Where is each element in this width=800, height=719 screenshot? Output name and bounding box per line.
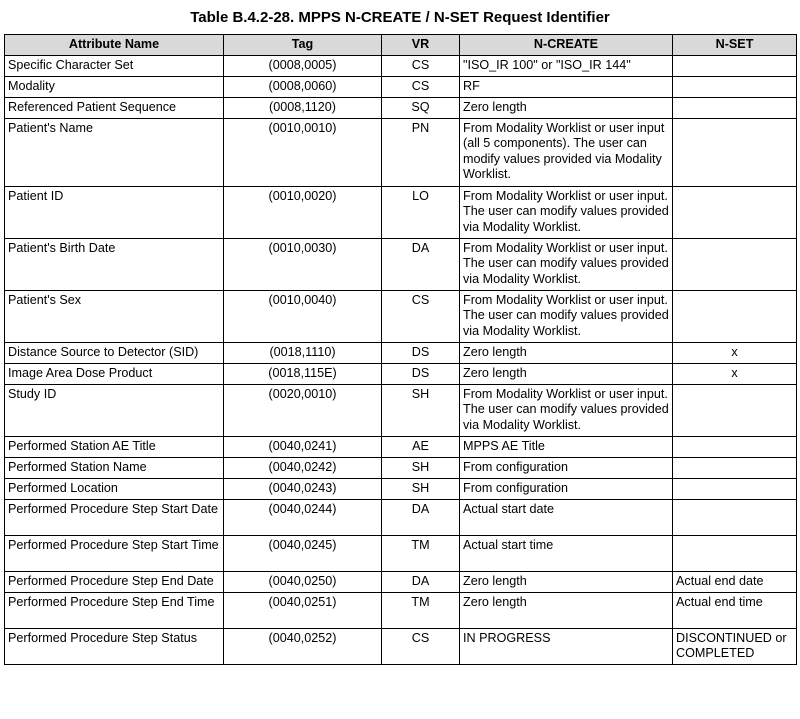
table-row bbox=[5, 118, 797, 186]
attribute-vr: DA bbox=[382, 571, 460, 592]
n-set-value bbox=[673, 97, 797, 118]
n-set-value bbox=[673, 186, 797, 238]
attribute-vr: SH bbox=[382, 384, 460, 436]
attribute-tag: (0040,0241) bbox=[224, 436, 382, 457]
attribute-name: Distance Source to Detector (SID) bbox=[5, 342, 224, 363]
table-row bbox=[5, 571, 797, 592]
attribute-tag: (0040,0250) bbox=[224, 571, 382, 592]
n-create-value: Zero length bbox=[460, 97, 673, 118]
n-create-value: From Modality Worklist or user input. The user can modify values provided via Modality Worklist. bbox=[460, 238, 673, 290]
table-row bbox=[5, 76, 797, 97]
n-create-value: Zero length bbox=[460, 363, 673, 384]
table-row bbox=[5, 535, 797, 571]
table-row bbox=[5, 238, 797, 290]
attribute-name: Performed Procedure Step Start Date bbox=[5, 499, 224, 535]
attribute-vr: AE bbox=[382, 436, 460, 457]
attribute-tag: (0008,1120) bbox=[224, 97, 382, 118]
n-set-value bbox=[673, 436, 797, 457]
attribute-name: Study ID bbox=[5, 384, 224, 436]
table-caption: Table B.4.2-28. MPPS N-CREATE / N-SET Request Identifier bbox=[190, 9, 610, 26]
n-set-value bbox=[673, 457, 797, 478]
attribute-tag: (0040,0252) bbox=[224, 628, 382, 664]
n-create-value: MPPS AE Title bbox=[460, 436, 673, 457]
attribute-name: Performed Station AE Title bbox=[5, 436, 224, 457]
attribute-vr: DS bbox=[382, 342, 460, 363]
n-set-value: Actual end date bbox=[673, 571, 797, 592]
attribute-tag: (0008,0005) bbox=[224, 55, 382, 76]
header-attribute-name: Attribute Name bbox=[5, 35, 224, 56]
attribute-vr: SH bbox=[382, 457, 460, 478]
attribute-vr: SQ bbox=[382, 97, 460, 118]
table-row bbox=[5, 628, 797, 664]
attribute-vr: CS bbox=[382, 55, 460, 76]
n-create-value: RF bbox=[460, 76, 673, 97]
attribute-name: Performed Procedure Step Status bbox=[5, 628, 224, 664]
attribute-tag: (0040,0244) bbox=[224, 499, 382, 535]
n-create-value: From configuration bbox=[460, 457, 673, 478]
n-set-value: x bbox=[673, 342, 797, 363]
n-create-value: From Modality Worklist or user input. The user can modify values provided via Modality Worklist. bbox=[460, 384, 673, 436]
attribute-vr: DA bbox=[382, 499, 460, 535]
attribute-name: Performed Procedure Step Start Time bbox=[5, 535, 224, 571]
attribute-name: Patient's Name bbox=[5, 118, 224, 186]
attribute-vr: DA bbox=[382, 238, 460, 290]
attribute-vr: CS bbox=[382, 628, 460, 664]
attribute-tag: (0040,0243) bbox=[224, 478, 382, 499]
attribute-tag: (0008,0060) bbox=[224, 76, 382, 97]
attribute-tag: (0018,115E) bbox=[224, 363, 382, 384]
n-set-value bbox=[673, 55, 797, 76]
attribute-name: Performed Location bbox=[5, 478, 224, 499]
attribute-tag: (0010,0030) bbox=[224, 238, 382, 290]
attribute-name: Patient ID bbox=[5, 186, 224, 238]
table-row bbox=[5, 436, 797, 457]
table-row bbox=[5, 499, 797, 535]
attribute-tag: (0010,0020) bbox=[224, 186, 382, 238]
n-set-value: DISCONTINUED or COMPLETED bbox=[673, 628, 797, 664]
n-set-value: x bbox=[673, 363, 797, 384]
attribute-vr: PN bbox=[382, 118, 460, 186]
attribute-tag: (0040,0251) bbox=[224, 592, 382, 628]
n-create-value: IN PROGRESS bbox=[460, 628, 673, 664]
attribute-name: Performed Procedure Step End Time bbox=[5, 592, 224, 628]
attribute-vr: DS bbox=[382, 363, 460, 384]
attribute-tag: (0018,1110) bbox=[224, 342, 382, 363]
n-create-value: From configuration bbox=[460, 478, 673, 499]
attribute-name: Patient's Sex bbox=[5, 290, 224, 342]
n-create-value: Actual start time bbox=[460, 535, 673, 571]
attribute-tag: (0040,0245) bbox=[224, 535, 382, 571]
n-create-value: Zero length bbox=[460, 571, 673, 592]
attribute-name: Patient's Birth Date bbox=[5, 238, 224, 290]
attribute-name: Referenced Patient Sequence bbox=[5, 97, 224, 118]
n-set-value bbox=[673, 499, 797, 535]
table-header-row bbox=[5, 35, 797, 56]
attribute-name: Specific Character Set bbox=[5, 55, 224, 76]
header-tag: Tag bbox=[224, 35, 382, 56]
attribute-vr: LO bbox=[382, 186, 460, 238]
n-create-value: Zero length bbox=[460, 592, 673, 628]
n-create-value: From Modality Worklist or user input (all 5 components). The user can modify values provided via Modality Worklist. bbox=[460, 118, 673, 186]
table-row bbox=[5, 290, 797, 342]
n-create-value: "ISO_IR 100" or "ISO_IR 144" bbox=[460, 55, 673, 76]
table-row bbox=[5, 186, 797, 238]
n-set-value bbox=[673, 535, 797, 571]
attribute-name: Performed Station Name bbox=[5, 457, 224, 478]
n-set-value bbox=[673, 478, 797, 499]
attribute-tag: (0020,0010) bbox=[224, 384, 382, 436]
table-row bbox=[5, 363, 797, 384]
attribute-vr: CS bbox=[382, 290, 460, 342]
attribute-name: Modality bbox=[5, 76, 224, 97]
attribute-vr: CS bbox=[382, 76, 460, 97]
table-row bbox=[5, 55, 797, 76]
attribute-tag: (0040,0242) bbox=[224, 457, 382, 478]
n-create-value: From Modality Worklist or user input. The user can modify values provided via Modality Worklist. bbox=[460, 186, 673, 238]
attribute-vr: TM bbox=[382, 592, 460, 628]
n-set-value: Actual end time bbox=[673, 592, 797, 628]
table-row bbox=[5, 478, 797, 499]
attribute-vr: SH bbox=[382, 478, 460, 499]
header-n-set: N-SET bbox=[673, 35, 797, 56]
header-n-create: N-CREATE bbox=[460, 35, 673, 56]
n-set-value bbox=[673, 118, 797, 186]
attribute-tag: (0010,0010) bbox=[224, 118, 382, 186]
header-vr: VR bbox=[382, 35, 460, 56]
table-row bbox=[5, 97, 797, 118]
attribute-name: Performed Procedure Step End Date bbox=[5, 571, 224, 592]
attribute-tag: (0010,0040) bbox=[224, 290, 382, 342]
table-row bbox=[5, 342, 797, 363]
attribute-name: Image Area Dose Product bbox=[5, 363, 224, 384]
n-create-value: From Modality Worklist or user input. The user can modify values provided via Modality Worklist. bbox=[460, 290, 673, 342]
n-set-value bbox=[673, 384, 797, 436]
table-row bbox=[5, 384, 797, 436]
n-set-value bbox=[673, 238, 797, 290]
n-set-value bbox=[673, 76, 797, 97]
n-create-value: Zero length bbox=[460, 342, 673, 363]
table-row bbox=[5, 592, 797, 628]
mpps-attribute-table bbox=[4, 34, 797, 665]
attribute-vr: TM bbox=[382, 535, 460, 571]
table-row bbox=[5, 457, 797, 478]
n-set-value bbox=[673, 290, 797, 342]
n-create-value: Actual start date bbox=[460, 499, 673, 535]
